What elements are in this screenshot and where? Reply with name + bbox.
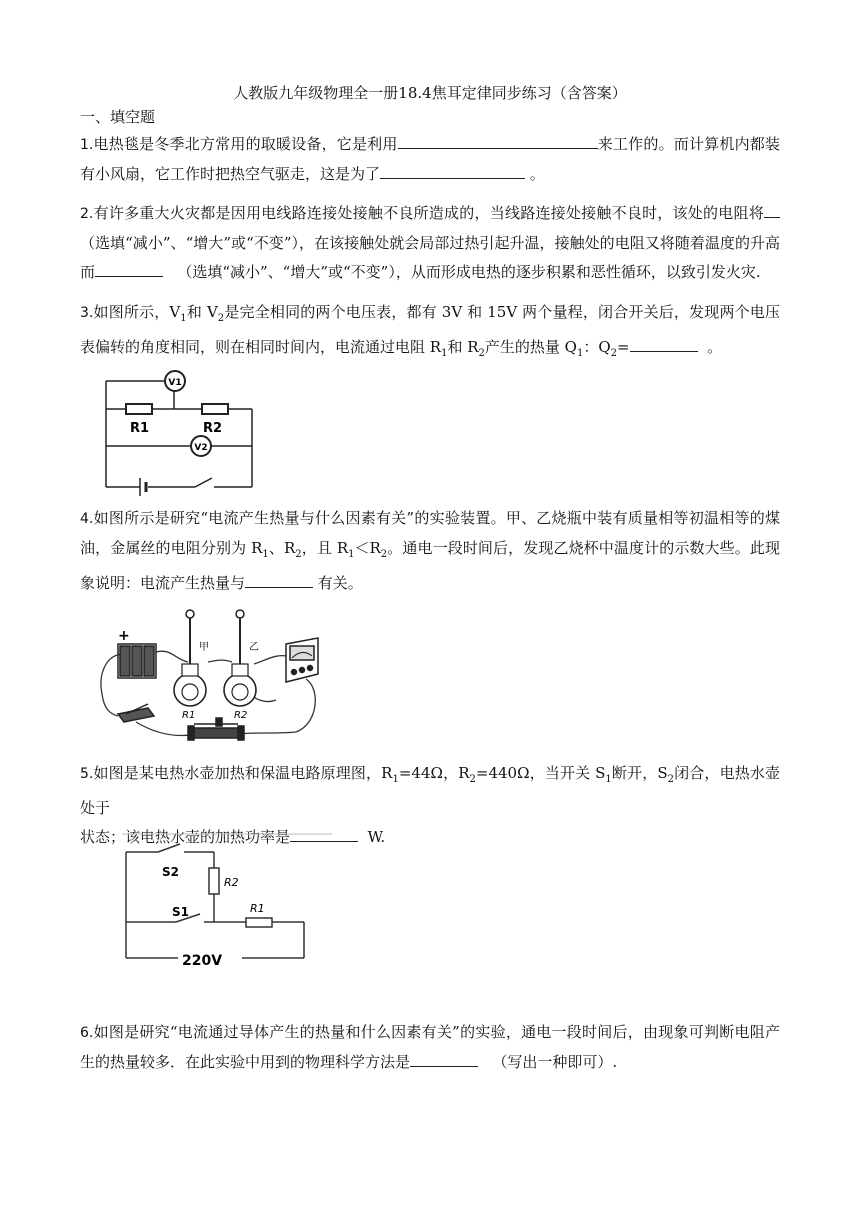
voltmeter-v2-label: V2 bbox=[194, 443, 208, 453]
switch-s2-label: S2 bbox=[162, 865, 179, 879]
circuit-diagram-q3 bbox=[100, 366, 260, 496]
resistor-r2-label: R2 bbox=[203, 421, 223, 436]
ammeter-icon bbox=[286, 638, 318, 682]
flask-r2-label: R2 bbox=[234, 710, 248, 721]
battery-pack-icon bbox=[118, 644, 156, 678]
question-5: 5.如图是某电热水壶加热和保温电路原理图，$R_1=44\Omega$，$R_2=440\Omega$，当开关 $S_1$断开，$S_2$闭合，电热水壶处于 状态；该电热水壶的加热功率是 W. bbox=[80, 764, 780, 846]
answer-blank[interactable] bbox=[398, 130, 598, 149]
question-2: 2.有许多重大火灾都是因用电线路连接处接触不良所造成的，当线路连接处接触不良时，该处的电阻将（选填“减小”、“增大”或“不变”），在该接触处就会局部过热引起升温，接触处的电阻又将随着温度的升高而 （选填“减小”、“增大”或“不变”），从而形成电热的逐步积累和恶性循环，以致引发火灾. bbox=[80, 199, 780, 287]
answer-blank[interactable] bbox=[245, 569, 313, 588]
document-title: 人教版九年级物理全一册18.4焦耳定律同步练习（含答案） bbox=[233, 84, 627, 102]
apparatus-diagram-q4 bbox=[96, 604, 326, 754]
resistor-r2-label: R2 bbox=[224, 876, 239, 889]
question-number: 2. bbox=[80, 206, 94, 222]
voltage-label: 220V bbox=[182, 953, 223, 969]
answer-blank[interactable] bbox=[410, 1048, 478, 1067]
answer-blank[interactable] bbox=[380, 160, 525, 179]
flask-r1-label: R1 bbox=[182, 710, 196, 721]
resistor-r1-label: R1 bbox=[250, 902, 265, 915]
switch-s1-label: S1 bbox=[172, 905, 189, 919]
rheostat-icon bbox=[188, 718, 244, 740]
circuit-diagram-q5 bbox=[118, 830, 338, 970]
flask-yi-icon bbox=[224, 610, 256, 706]
question-number: 3. bbox=[80, 305, 94, 321]
voltmeter-v1-label: V1 bbox=[168, 378, 182, 388]
answer-blank[interactable] bbox=[95, 258, 163, 277]
question-3: 3.如图所示，$V_1$和 $V_2$是完全相同的两个电压表，都有 3V 和 15V 两个量程，闭合开关后，发现两个电压表偏转的角度相同，则在相同时间内，电流通过电阻 $R_1$和 $R_2$产生的热量 $Q_1$：$Q_2=$ 。 bbox=[80, 303, 780, 359]
section-heading: 一、填空题 bbox=[80, 108, 156, 126]
flask-yi-label: 乙 bbox=[249, 642, 259, 653]
question-6: 6.如图是研究“电流通过导体产生的热量和什么因素有关”的实验，通电一段时间后，由现象可判断电阻产生的热量较多．在此实验中用到的物理科学方法是 （写出一种即可）. bbox=[80, 1023, 780, 1071]
question-number: 4. bbox=[80, 511, 94, 527]
flask-jia-label: 甲 bbox=[199, 642, 209, 653]
question-1: 1.电热毯是冬季北方常用的取暖设备，它是利用 来工作的。而计算机内都装有小风扇，它工作时把热空气驱走，这是为了 。 bbox=[80, 130, 780, 189]
switch-icon bbox=[118, 704, 154, 722]
question-number: 1. bbox=[80, 137, 94, 153]
question-number: 5. bbox=[80, 766, 94, 782]
resistor-r1-label: R1 bbox=[130, 421, 150, 436]
positive-terminal-label: + bbox=[118, 628, 130, 644]
answer-blank[interactable] bbox=[630, 333, 698, 352]
question-4: 4.如图所示是研究“电流产生热量与什么因素有关”的实验装置。甲、乙烧瓶中装有质量相等初温相等的煤油，金属丝的电阻分别为 $R_1$、$R_2$，且 $R_1<R_2$。通电一段时间后，发现乙烧杯中温度计的示数大些。此现象说明：电流产生热量与 有关。 bbox=[80, 509, 780, 592]
question-number: 6. bbox=[80, 1025, 94, 1041]
answer-blank[interactable] bbox=[764, 199, 780, 218]
